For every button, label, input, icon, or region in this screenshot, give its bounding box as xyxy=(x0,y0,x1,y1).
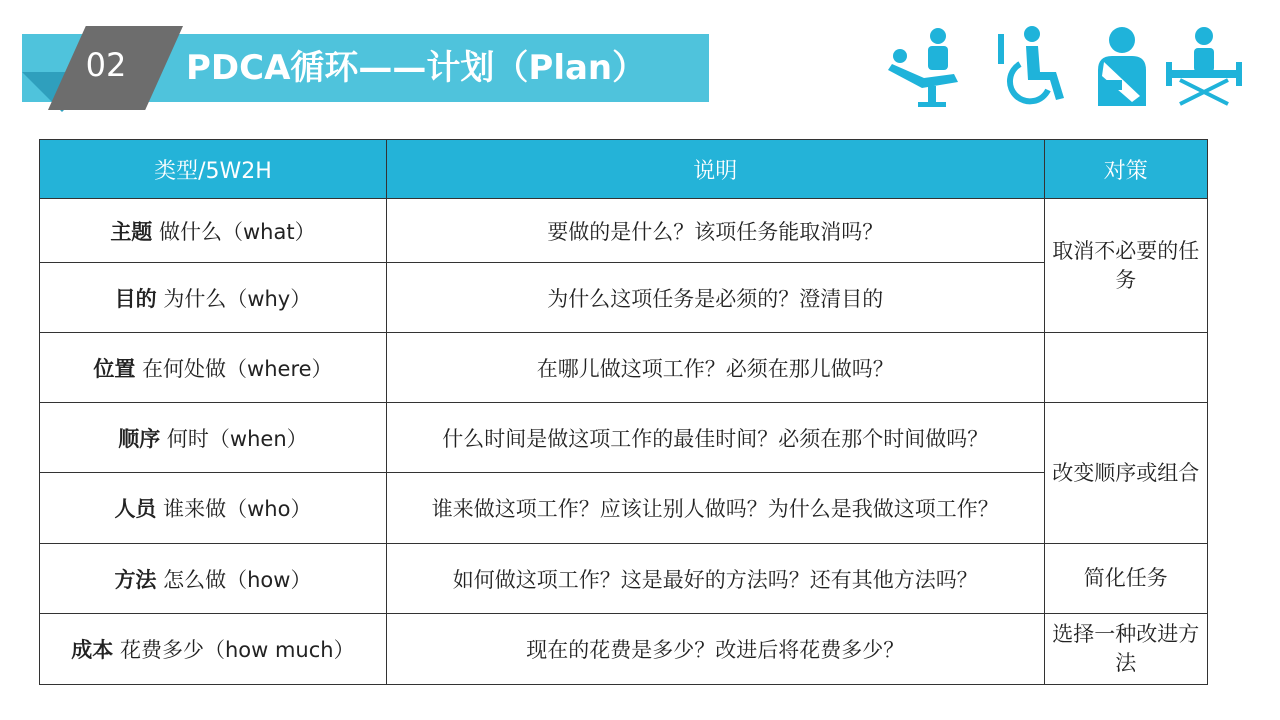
type-keyword: 目的 xyxy=(114,286,157,311)
patient-bed-icon xyxy=(1162,24,1246,108)
measure-cell: 改变顺序或组合 xyxy=(1044,403,1207,544)
type-keyword: 成本 xyxy=(71,638,114,662)
plan-5w2h-table xyxy=(39,139,1208,685)
table-row xyxy=(40,544,1208,614)
description-cell: 在哪儿做这项工作？必须在那儿做吗？ xyxy=(386,333,1044,403)
page-title: PDCA循环——计划（Plan） xyxy=(186,48,647,88)
measure-cell: 取消不必要的任务 xyxy=(1044,199,1207,333)
description-cell: 要做的是什么？该项任务能取消吗？ xyxy=(386,199,1044,263)
header-type: 类型/5W2H xyxy=(40,140,387,199)
table-header-row xyxy=(40,140,1208,199)
type-keyword: 方法 xyxy=(114,567,157,592)
wheelchair-icon xyxy=(990,24,1074,108)
type-keyword: 主题 xyxy=(110,219,153,244)
type-keyword: 位置 xyxy=(93,356,136,381)
description-cell: 现在的花费是多少？改进后将花费多少？ xyxy=(386,614,1044,685)
table-row xyxy=(40,473,1208,544)
table-row xyxy=(40,614,1208,685)
type-cell xyxy=(40,333,387,403)
table-row xyxy=(40,199,1208,263)
description-cell: 谁来做这项工作？应该让别人做吗？为什么是我做这项工作？ xyxy=(386,473,1044,544)
measure-cell xyxy=(1044,333,1207,403)
type-detail: 怎么做（how） xyxy=(156,567,312,592)
type-cell xyxy=(40,403,387,473)
type-cell xyxy=(40,263,387,333)
table-row xyxy=(40,333,1208,403)
table-row xyxy=(40,263,1208,333)
header-measure: 对策 xyxy=(1044,140,1207,199)
type-detail: 何时（when） xyxy=(160,426,308,451)
section-number: 02 xyxy=(85,46,127,84)
type-cell xyxy=(40,473,387,544)
description-cell: 为什么这项任务是必须的？澄清目的 xyxy=(386,263,1044,333)
type-detail: 谁来做（who） xyxy=(156,497,312,521)
injured-arm-icon xyxy=(1080,24,1164,108)
description-cell: 什么时间是做这项工作的最佳时间？必须在那个时间做吗？ xyxy=(386,403,1044,473)
type-detail: 在何处做（where） xyxy=(135,356,333,381)
type-detail: 为什么（why） xyxy=(156,286,312,311)
table-row xyxy=(40,403,1208,473)
type-detail: 做什么（what） xyxy=(152,219,316,244)
dentist-chair-icon xyxy=(884,24,968,108)
type-keyword: 人员 xyxy=(114,497,157,521)
type-detail: 花费多少（how much） xyxy=(113,638,355,662)
type-keyword: 顺序 xyxy=(118,426,161,451)
header-description: 说明 xyxy=(386,140,1044,199)
measure-cell: 简化任务 xyxy=(1044,544,1207,614)
type-cell xyxy=(40,199,387,263)
description-cell: 如何做这项工作？这是最好的方法吗？还有其他方法吗？ xyxy=(386,544,1044,614)
type-cell xyxy=(40,544,387,614)
type-cell xyxy=(40,614,387,685)
measure-cell: 选择一种改进方法 xyxy=(1044,614,1207,685)
